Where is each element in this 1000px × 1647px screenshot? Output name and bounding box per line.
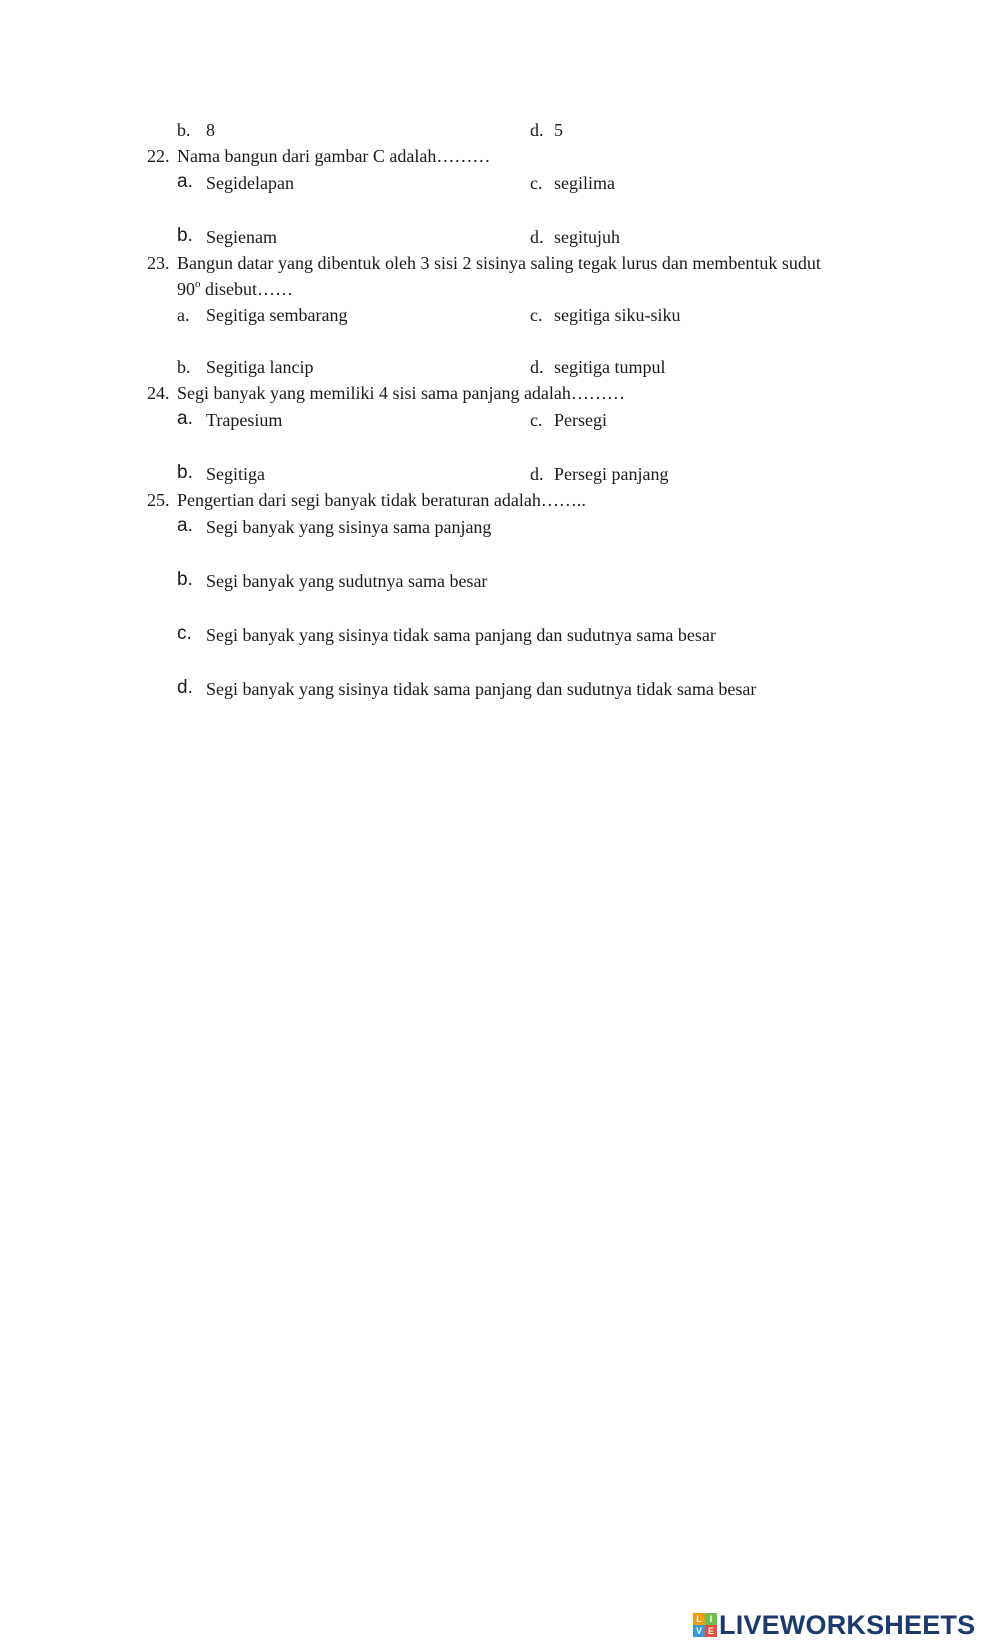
q23-option-d-text: segitiga tumpul	[554, 357, 666, 377]
q22-number: 22.	[147, 146, 170, 166]
q25-option-d-text: Segi banyak yang sisinya tidak sama panjang dan sudutnya tidak sama besar	[206, 679, 757, 699]
q23-option-d-letter: d.	[530, 357, 544, 377]
liveworksheets-mark-icon	[693, 1613, 717, 1637]
q23-option-c-letter: c.	[530, 305, 543, 325]
q24-option-b-letter: b.	[177, 462, 193, 483]
q25-question: Pengertian dari segi banyak tidak beraturan adalah……..	[177, 490, 586, 510]
q24-option-d-text: Persegi panjang	[554, 464, 669, 484]
q25-option-a-letter: a.	[177, 515, 193, 536]
q24-option-c-letter: c.	[530, 410, 543, 430]
q25-option-b-text: Segi banyak yang sudutnya sama besar	[206, 571, 488, 591]
q25-option-d-letter: d.	[177, 677, 193, 698]
q23-option-c-text: segitiga siku-siku	[554, 305, 681, 325]
q23-question-end: disebut……	[200, 279, 293, 299]
q22-option-d-text: segitujuh	[554, 227, 620, 247]
q23-number: 23.	[147, 253, 170, 273]
q25-number: 25.	[147, 490, 170, 510]
q24-option-a-letter: a.	[177, 408, 193, 429]
q22-option-b-text: Segienam	[206, 227, 277, 247]
q25-option-a-text: Segi banyak yang sisinya sama panjang	[206, 517, 492, 537]
q25-option-c-text: Segi banyak yang sisinya tidak sama panjang dan sudutnya sama besar	[206, 625, 716, 645]
q23-angle-value: 90	[177, 279, 195, 299]
q24-option-b-text: Segitiga	[206, 464, 265, 484]
q22-option-a-letter: a.	[177, 171, 193, 192]
logo-mark-l: L	[693, 1613, 705, 1625]
q23-question-continuation	[177, 278, 293, 300]
liveworksheets-brand-text: LIVEWORKSHEETS	[719, 1610, 976, 1640]
q21-option-b-text: 8	[206, 120, 215, 140]
q21-option-d-letter: d.	[530, 120, 544, 140]
q23-question: Bangun datar yang dibentuk oleh 3 sisi 2 sisinya saling tegak lurus dan membentuk sudut	[177, 253, 821, 273]
q24-option-d-letter: d.	[530, 464, 544, 484]
q21-option-b-letter: b.	[177, 120, 191, 140]
q24-option-c-text: Persegi	[554, 410, 607, 430]
q24-option-a-text: Trapesium	[206, 410, 283, 430]
q24-question: Segi banyak yang memiliki 4 sisi sama panjang adalah………	[177, 383, 625, 403]
logo-mark-v: V	[693, 1625, 705, 1637]
q24-number: 24.	[147, 383, 170, 403]
q23-degree-mark: o	[195, 278, 201, 290]
q22-option-c-letter: c.	[530, 173, 543, 193]
q21-option-d-text: 5	[554, 120, 563, 140]
logo-mark-i: I	[705, 1613, 717, 1625]
logo-mark-e: E	[705, 1625, 717, 1637]
q23-option-a-text: Segitiga sembarang	[206, 305, 348, 325]
q22-option-b-letter: b.	[177, 225, 193, 246]
liveworksheets-logo	[693, 1612, 975, 1638]
q22-option-c-text: segilima	[554, 173, 615, 193]
q25-option-b-letter: b.	[177, 569, 193, 590]
q23-option-a-letter: a.	[177, 305, 190, 325]
q25-option-c-letter: c.	[177, 623, 192, 644]
q22-question: Nama bangun dari gambar C adalah………	[177, 146, 491, 166]
q23-option-b-text: Segitiga lancip	[206, 357, 314, 377]
q23-option-b-letter: b.	[177, 357, 191, 377]
q22-option-d-letter: d.	[530, 227, 544, 247]
q22-option-a-text: Segidelapan	[206, 173, 294, 193]
